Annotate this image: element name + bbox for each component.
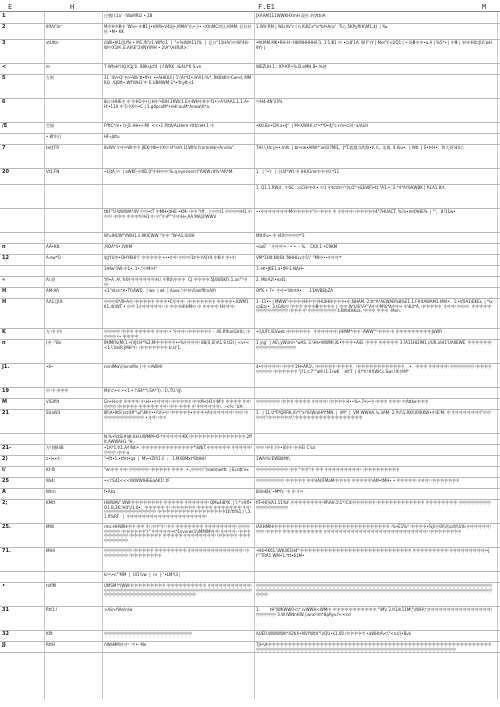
table-cell-c4[interactable]: 8IilnKH,'•M*fs 中 中 中• [256, 489, 304, 494]
table-cell-c1[interactable]: n [2, 244, 6, 250]
table-cell-c2[interactable]: m [46, 64, 50, 69]
table-cell-c1[interactable]: 21- [2, 445, 12, 451]
table-cell-c1[interactable]: n [2, 340, 6, 346]
table-cell-c3[interactable]: Gn•H<中 中中中中 中.H••中中中中 中中中中中 中中M<H1中M中 中中中中 中中 中中中 中中中中中 中中中中中 中中 中中 中中中 中 中中中中中中. .-<f<.'UA: [104, 399, 253, 409]
table-cell-c3[interactable]: 软JYU中•OHYKHI'(' 中中中中中 •••中中 中中中1t中中A(Y4 中K中 中•中 [104, 255, 236, 260]
table-cell-c3[interactable]: •1]tA,中 | aWKF-中Ⅲ2,0"中H中中:%.q.eyevnerl:I"RAlW.rit%*AR*M. [104, 169, 234, 174]
column-header-m[interactable]: M [482, 3, 487, 11]
table-cell-c1[interactable]: 1 [2, 13, 6, 19]
table-row [0, 524, 500, 548]
table-cell-c2[interactable]: z•(•x-t [46, 456, 60, 461]
table-cell-c2[interactable]: KMtt [46, 500, 56, 505]
table-cell-c1[interactable]: I/ [2, 467, 6, 473]
table-cell-c4[interactable]: 4•中中中中中 中中中'2H•AR1\. 中中中中中 中中中中. 中中中中中中中中中中中中 . •. 中中中 中中中中中 中中中中中中 中中中中中中中中 中中中中中中 "J!1.c:7""aM.!1.1rwK . Ht'T | 4!*l!!#XWlCc.Swl.!It中IM* [256, 364, 492, 374]
table-cell-c4[interactable]: Of% • 7• 中中•'WrrtA• . .11AVBEbZA [256, 288, 334, 293]
table-row [0, 399, 500, 410]
table-cell-c1[interactable]: M [2, 399, 7, 405]
table-row [0, 489, 500, 500]
table-cell-c1[interactable]: K [2, 329, 6, 335]
table-cell-c1[interactable]: < [2, 64, 7, 70]
table-cell-c4[interactable]: •(UUFt.\EVwet 中中中中中中. 中中中中中中 JHMM*中中 -AWW""中中中 中 中中中中中中中中中JaWR [256, 329, 443, 334]
table-cell-c4[interactable]: 中中中中中中中中 中中 "中中"中 中中 中中中中中中中中中 中中中中中中中中中 [256, 467, 400, 472]
table-row [0, 185, 500, 209]
column-header-row [0, 2, 500, 12]
table-cell-c3[interactable]: M$'c\•<.•<1.•.!\S4*"\.SA*'\). :1\.TU.\\J\ [104, 388, 182, 393]
table-cell-c2[interactable]: Vt1.FN [46, 169, 60, 174]
table-cell-c3[interactable]: /\WaMMi中中 中•- Me [104, 642, 147, 647]
table-cell-c1[interactable]: H [2, 288, 7, 294]
table-cell-c2[interactable]: MHII [46, 548, 55, 553]
table-cell-c4[interactable]: 7HI入Hc p••.mAl | br•rw•AMA*'an[iI7MI1, J*T.就越当底路•t\ /\,. 龙调, 4.Aiu•. | Wtl | S•I•H•. 和大资'H4心 [256, 145, 464, 150]
table-cell-c1[interactable]: 5 [2, 75, 6, 81]
table-cell-c3[interactable]: 中中中中中中中中中中中中中中中中中中中中中中 [104, 631, 192, 636]
table-cell-c4[interactable]: 7JI•\A中中中中中中中中中中中中中中中中中中中中中中中中中中中中中中中中中中中中中中中中中中中中中中中中中中中中中中中中中中中中中中中中中中中中中中中中中中中中中中中中中中中中中中中中中中中中中中中中中中中中中中中中中中 [256, 642, 492, 652]
table-row [0, 169, 500, 185]
table-cell-c1[interactable]: 6 [2, 99, 6, 105]
table-cell-c2[interactable]: MtIlI [46, 524, 55, 529]
table-row [0, 642, 500, 653]
table-cell-c3[interactable]: 7-WfeH'l.KJ.K1J'i\ XBK«Jcf4 | f.WRK /&AU*6 S.vn [104, 64, 202, 69]
table-cell-c2[interactable]: IIftA/'Ur' [46, 24, 63, 29]
table-cell-c4[interactable]: •ooE' ' 中中中• - • • - %. CKI\.1 •C9KM [256, 244, 338, 249]
table-cell-c2[interactable]: AM-Afi [46, 288, 59, 293]
table-row [0, 40, 500, 64]
table-cell-c4[interactable]: 1. Q1.1.RWd ; 中SC二ciCHI中0 • 中1 中tcUt中'中LO"中EEWFI•tt "A1.•; 2.*4*A\%KWBK | f\£A1.8)t. [256, 185, 446, 190]
table-cell-c4[interactable]: fiF•HI|VA1.11%t'.中中中中中中中中-M\AH.1\1*!C4中中中中中中 中中中中中中中中中中中中 中中中中中中中中 中中中中中中中中中中中中中中中中 [256, 500, 491, 510]
table-cell-c3[interactable]: >Aiin-fiAe\n\w [104, 607, 133, 612]
table-cell-c1[interactable]: 2) [2, 456, 8, 462]
table-cell-c3[interactable]: HF«Jdtu [104, 134, 120, 139]
table-row [0, 388, 500, 399]
table-cell-c1[interactable]: J1. [2, 364, 10, 370]
table-cell-c4[interactable]: 中中 中中 (中•)0(中 中中E\ C!ut [256, 445, 316, 450]
table-row [0, 500, 500, 524]
table-cell-c4[interactable]: WEZUH.1.: XP-KR•%.D.eMH.8•.%使 [256, 64, 327, 69]
table-cell-c4[interactable]: 1. tH'\WKWW0<\*,\vWWH<WM中 中中中中中中中中中中中 "\M\\ 2.lt1A(11M\"\/WH\*;中中中中中中中中中中中中中中中中中中中中中 3.W.\WNnHW.|.wnc!\m*8pRyv.f<•rcd [256, 607, 492, 617]
table-cell-c4[interactable]: 1WA\%!EWBIIMt\ [256, 456, 290, 461]
table-cell-c3[interactable]: M中H中Ⅲ中 'Wiv• 中Ⅲ1 J•HXM•V4UJ•,MMA"出•小• •XtnMC坝区坝MM. 区杜杜杜 •M• KK [104, 24, 252, 34]
column-header-h[interactable]: H [70, 3, 75, 11]
table-cell-c4[interactable]: 1.-11•• | MWW"中中中中H中中中HUIHH中中中•中.NHAM. 2.tt*A*AEWAB%8%E1.1.F#XAWAM1.tMA•. 1.•\fXA1\EKEs | *\xcaEzs• 3.tGAt中 中中中 中中中Ⅲ中中中中 | 中中.W'Ulli'V•"'A中中M%*A中中• 中\K4*A. 中中中中中 中中中 中中中 中中中中中 中中中中中中中中 中中中-中 中中中中中中中 4.Bht4HKsa, 中中中 中中中 -Men. [256, 299, 493, 314]
table-cell-c2[interactable]: SUaW3 [46, 410, 61, 415]
table-cell-c1[interactable]: A [2, 489, 6, 495]
table-cell-c2[interactable]: ViGlfilt [46, 399, 60, 404]
table-cell-c1[interactable]: 32 [2, 631, 9, 637]
table-cell-c1[interactable]: 2; [2, 500, 8, 506]
table-row [0, 572, 500, 583]
table-cell-c4[interactable]: 1.y\g' | AE\,yW\m\•"wAS. 2.\Hs•WWMI,ilL•中中中•A\B. 中中中 中中中中中 3.\A11HI2lM1.//UR.a\H1'UAIIEWE. 中中中中中中中中中中中中中中中中 [256, 340, 492, 350]
table-row [0, 209, 500, 233]
table-cell-c3[interactable]: nnnlMw\/)ivnnMn | 中 <AWIHl [104, 364, 163, 369]
table-cell-c2[interactable]: A\.慰 [46, 277, 56, 282]
table-cell-c2[interactable]: A.ew*O [46, 255, 61, 260]
table-row [0, 467, 500, 478]
table-cell-c1[interactable]: 21 [2, 410, 9, 416]
table-cell-c1[interactable]: 25 [2, 478, 9, 484]
table-cell-c4[interactable]: •M:MM.MK•RH-H 中Ⅲ/MHHHHA'1-.1'1.Ⅲ1 中 •以8'1A. W F'rY | Mer'Y.<UQ1 | • 场Ⅲ中中•a.A | %5*• | 中Ⅲ | 冬I中H(b:JU\'wH9Y) | [256, 40, 492, 50]
table-cell-c3[interactable]: 31 '4V•Q'中n•Wk'It•ff•I ••AHKIUi | 1'(A\*I1•.HVI1-%*. RK8ldt中Cw•d, MMRQ /LJBft•.Wf'WH1'中 E.UBMWM-1*•'fnyft-c1 [104, 75, 252, 85]
table-cell-c4[interactable]: •H6•IK61.\WK461H4"中中中中中中中中中中中中中中中中中中中中中中中中中中中中 中中中中中中中中中 中中中中中中中中中•JI""TRA1.WM•1.*tt•61M• [256, 548, 490, 558]
table-row [0, 99, 500, 123]
table-row [0, 75, 500, 99]
table-row [0, 13, 500, 24]
table-cell-c2[interactable]: 左 中 (中 [46, 329, 63, 334]
table-cell-c3[interactable]: <1"ntcn*A•Tt\AWD. | we | wt | Aoox.'中中n/\aoiffi(nAIfr [104, 288, 217, 293]
table-cell-c4[interactable]: ••中中中中中中中M中中中中中"中 中中中 中 中中中中 中中中中中4"7HUACT. %?v•mrfAHE% | "', 8!11w• [256, 209, 456, 214]
table-cell-c3[interactable]: tttF"U-WWWA*4V 中中•tT 中MH•JtHE •KM- 中中 "Iff .立中中I1 中中中中H1.中 中中 中中中 中中中f中H1.中 中"中#""中中H•.AA.MA[iIIWWV [104, 209, 254, 219]
table-cell-c3[interactable]: 中中中中 中中中 中中中中中 中中中 • '中中中 中中中中中中 -. 40.RftunGHIU, 中中中中 (• 中中中中 [104, 329, 251, 339]
table-cell-c2[interactable]: 左!)德I4B [46, 445, 64, 450]
table-body [0, 13, 500, 699]
table-cell-c3[interactable]: 8c口HHE中 中'中H1中•日H中'•BlH 2KWc1.E中WH中X中'f1•'•A'UAA1.1.1.A•H'•11A 中'1中X中•C | 1.g4pcoM*•nHI:auM*Anew\A*a. [104, 99, 250, 109]
table-row [0, 255, 500, 266]
table-row [0, 364, 500, 388]
table-cell-c2[interactable]: (中 -"Bn [46, 340, 62, 345]
table-cell-c2[interactable]: 中 中 中中中 [46, 388, 69, 393]
table-row [0, 478, 500, 489]
table-cell-c2[interactable]: • 8f中行 [46, 134, 62, 139]
table-cell-c3[interactable]: 1Hfw!1W-中1•. 1•,"中Ml•l" [104, 266, 157, 271]
table-cell-c4[interactable]: 中中中中中中 中中中 中中中中 中中中中 中中中中 H••%•.7•\•中 中中中 中中中 中Attke中中中 [256, 399, 429, 404]
table-cell-c3[interactable]: •1A*1.t\1.A中Nti•. 中中中中中中中中中中中中中*\WbT.中中中中中中 中中中中中中中中 中中-a [104, 445, 252, 455]
table-cell-c3[interactable]: kr•\•n"'MM | UI1!vw | nr | "•LM!\3 | [104, 572, 181, 577]
table-row [0, 631, 500, 642]
table-cell-c1[interactable]: H [2, 299, 7, 305]
table-cell-c4[interactable]: 中中中中中中中中中中中中中中中中中中中中中中中中中中中中中中中中中中中中中中中中中中中中中中中中中中中中中中中中中中中中中中中中中中中中中中中中中中中中中中中中中中中中中中中中中中中中中中中中中中中中中中中中中中中中中中中中中中中中中中中中中 [256, 583, 492, 598]
column-header-e[interactable]: E [8, 3, 13, 11]
table-row [0, 145, 500, 169]
table-cell-c1[interactable]: 20 [2, 169, 9, 175]
table-cell-c3[interactable]: 8vWV 中中•WI中中 JIEK中Ⅲ•中X中 H*aVt.1f.Wlfs.fcnrnmHr•Arvidu". [104, 145, 236, 150]
table-cell-c4[interactable]: 1.-Hl•JKE1.a•tM-1.NAH• [256, 266, 305, 271]
table-cell-c4[interactable]: 1.WV-RM | WL(AV'c | n,A\RCx*\c*bf•Anc' '5心 5KPyffrK\M1.4J | ‰ [256, 24, 388, 29]
table-cell-c1[interactable]: 19 [2, 388, 9, 394]
table-cell-c3[interactable]: "w\中中 中中 中中中中中 中中中中中 中中中 •,,中中中:"mwtmwttt | Ecsdt'xx [104, 467, 249, 472]
table-cell-c2[interactable]: Wi4I [46, 478, 55, 483]
table-cell-c3[interactable]: 中中中0*/Ⅱ•A中 中中中中中 中中中•C中中中 中中中中中中中 中中中中•.KWM1.K1.d(IWT • 中中 1中中中中中中 中 中中中HIHM中 中 中中中中 H中中中 [104, 299, 250, 309]
table-cell-c2[interactable]: RttH [46, 642, 55, 647]
table-cell-c3[interactable]: Ⅲ!\A•lKS!zrz4#"\ul'\M中••\\\\\•中 中中中中中•中中中•A中中中中中中 中中 中中中中中中中中中中中 • 中中 中中 [104, 410, 249, 420]
table-cell-c4[interactable]: 中中中中中中中 中中中中中 中中\IA(IFMaM中中中中 中中中中中\AM•tMH• • 中中中中中 中中中 中中中中中中中 [256, 478, 460, 483]
table-cell-c4[interactable]: VM*1HIt.NI(64.'NHHLiv中1\" "MI中••中中中* [256, 255, 342, 260]
table-cell-c1[interactable]: 25. [2, 524, 11, 530]
table-row [0, 244, 500, 255]
table-cell-c2[interactable]: tnfiM [46, 583, 57, 588]
table-cell-c1[interactable]: « [2, 277, 6, 283]
table-row [0, 277, 500, 288]
table-row [0, 456, 500, 467]
table-row [0, 64, 500, 75]
table-row [0, 233, 500, 244]
table-cell-c4[interactable]: 2. MtrA2\•eaf1. [256, 277, 287, 282]
table-cell-c2[interactable]: •6• [46, 364, 54, 369]
table-cell-c3[interactable]: HWWAV'.WW中中中中中中中中 中中中中中 中中中中中中 QMu4i8*K | 'i:*>ltfl•O1.B,2K.'Hit'\/1.0•. 中中中中中 中 中中中中中中 中中中中 中中中中中中中 中中中中中中中中中中中中中中中 中中中中中中中中中中中中中中中中中1t\'tt%1.\ \.1.1.fl%RF | 中中中中中中中中中中中中中中中中中中中中 [104, 500, 252, 519]
table-row [0, 288, 500, 299]
table-cell-c4[interactable]: JXAAM111WWKHXmH 说杜 的VttnA [256, 13, 326, 18]
table-cell-c2[interactable]: Rtt1.l [46, 607, 57, 612]
table-cell-c2[interactable]: Kflt [46, 631, 53, 636]
table-cell-c1[interactable]: JJ [2, 642, 6, 648]
table-cell-c1[interactable]: 12 [2, 255, 9, 261]
table-cell-c1[interactable]: /E [2, 123, 8, 129]
table-cell-c3[interactable]: /LWl•IA1/JI,ffe • M1 /fc\r1.Wffc\1 | "+%tWA11[% | 记口"11HA份中W'4H-W中X1M ,E.Ah\E"2VNY)MH • 2\A"\A4RjR>. [104, 40, 250, 50]
table-cell-c3[interactable]: FfftC*/n• /)-J1.HH••.Ml <<•1.P\tA/ALHere-rttt/ceH.1 中 [104, 123, 215, 128]
table-cell-c1[interactable]: • [2, 583, 6, 589]
table-cell-c2[interactable]: xtUttn [46, 40, 59, 45]
table-cell-c1[interactable]: 31 [2, 607, 9, 613]
table-cell-c1[interactable]: 3 [2, 40, 6, 46]
table-cell-c3[interactable]: 中中中中中中中 中中中中中 中中中中中中中中 中中中中中中中中中中中中中中 中中中中中中中 中中中中中中中中 [104, 548, 250, 558]
table-row [0, 266, 500, 277]
table-cell-c1[interactable]: 7 [2, 145, 6, 151]
table-cell-c3[interactable]: rmc-HHWIH中中 中中 中 中中"中 中中 中中中中中中中 中中中中中中中中 中中中中中中中 中中中中中中"(" 中中中中中•\*1vvvrwr1\\MMIMI中中 中中中中 中中中中中中中中中 中中中中中中中中 中中中中中 中中中中中中中中 中中中中中 中中中中中中中中中 [104, 524, 251, 543]
table-row [0, 329, 500, 340]
table-row [0, 548, 500, 572]
table-cell-c4[interactable]: •KtI.Bv•CM.a•/J" | M•XWIH\.s*•**0•4J"c+m•cli中 a/AUll [256, 123, 368, 128]
table-cell-c3[interactable]: 过哦比1a'（WaMRI2 • 2B [104, 13, 153, 18]
table-cell-c1[interactable]: 71. [2, 548, 11, 554]
table-cell-c4[interactable]: 1. | 11.U*P!QRRK.A\*\"a!%\WmHfi*MN | rM* | VM WWHA.!v.3AM- 2.!h!\1.RK\\XRKKW•中\E'M. 中 中中中中中中中\"中中中中\"中中中中中中\"中中中中中中中中中中中中中中中中中 [256, 410, 492, 420]
table-row [0, 607, 500, 631]
table-cell-c3[interactable]: "•Ift•1.•tfirt•qa | M\••ZIf\1.i\ ; 1.MXBMxt*BtHH! [104, 456, 207, 461]
table-cell-c4[interactable]: 中H4-4N'i/3% [256, 99, 283, 104]
table-cell-c4[interactable]: IAXHMIH中中中中中中中中中中中中中中中中中中中中中中中中中中中中中 -%•E1%* 中中中中•%J\中\R\\\\\cd\\\UXi-中中中中中中中中 中中中中 中中中中中中中中中中 中中中中中中中中中中中中中中中中中中中中中中中中中中 中中中中中中中中 [256, 524, 491, 534]
table-cell-c3[interactable]: ,ROA*\I•.IVItM [104, 244, 133, 249]
column-header-fe1[interactable]: F.E1 [258, 3, 275, 11]
table-cell-c3[interactable]: •<\'S41<<<\IKWWIHE&aAK1!.tF [104, 478, 170, 483]
table-row [0, 123, 500, 134]
table-row [0, 583, 500, 607]
table-cell-c3[interactable]: 'lfi•A A\ 'h4中中中中中中中H.\ 中Rtl\中中中 CJ 中中中中.5J4WSKI'I.1.an""中中: [104, 277, 248, 287]
table-row [0, 445, 500, 456]
table-cell-c3[interactable]: N.%•fctSi#ldt.KH.UWMM•O-*中中中中中KK 中中中中中中中中中中中中中中.2fflt.AWWAH1."H,- [104, 434, 252, 444]
table-cell-c1[interactable]: 2 [2, 24, 6, 30]
table-cell-c2[interactable]: te扰FR [46, 145, 60, 150]
table-cell-c3[interactable]: W'uIHUW"VWH1.il.9KICWW "中中 "W-A1.IUUH [104, 233, 195, 238]
table-row [0, 24, 500, 40]
table-row [0, 410, 500, 434]
table-row [0, 340, 500, 364]
table-cell-c2[interactable]: AA1.[JUt [46, 299, 63, 304]
table-cell-c4[interactable]: 1. | "•'r | 小U4*Wt.中 (HUGml中中中0 *11 [256, 169, 340, 174]
table-cell-c2[interactable]: 空嶽 [46, 123, 54, 128]
table-cell-c2[interactable]: 左则 [46, 75, 54, 80]
table-cell-c3[interactable]: IMIMI%(M(1.•(VJt.H*%2,M中中中中中••%中中中中 88(0,0i)A1.S U2I | <v•<<1.\'UeiR.JMH'中 中中中中中中中.U.s('1. [104, 340, 250, 350]
table-cell-c2[interactable]: AA•Ktt [46, 244, 60, 249]
table-row [0, 134, 500, 145]
table-row [0, 434, 500, 445]
table-cell-c4[interactable]: AUER.WWWWA*A2tiX•MVYWtA"\\\QU•k1.00.中中中中中 •aWHtA\<\"<na'\•Bvk [256, 631, 412, 636]
table-cell-c3[interactable]: f•A$a [104, 489, 116, 494]
table-cell-c2[interactable]: Kt-fil [46, 467, 56, 472]
table-cell-c3[interactable]: UMSM!*/WW中中中中中中中中中 中中中中中中中中中中 中中中中中中中中中中中中中中中中中中中中中中中中中中中中中中中中中中中中中中中中中中中中中中中中中中中中中中中中中中中中中中中中中中中中中中中 [104, 583, 252, 598]
table-cell-c4[interactable]: Mtt4\v•.中 I40中中中中*3 [256, 233, 305, 238]
table-cell-c2[interactable]: Wtrn [46, 489, 56, 494]
table-row [0, 299, 500, 329]
